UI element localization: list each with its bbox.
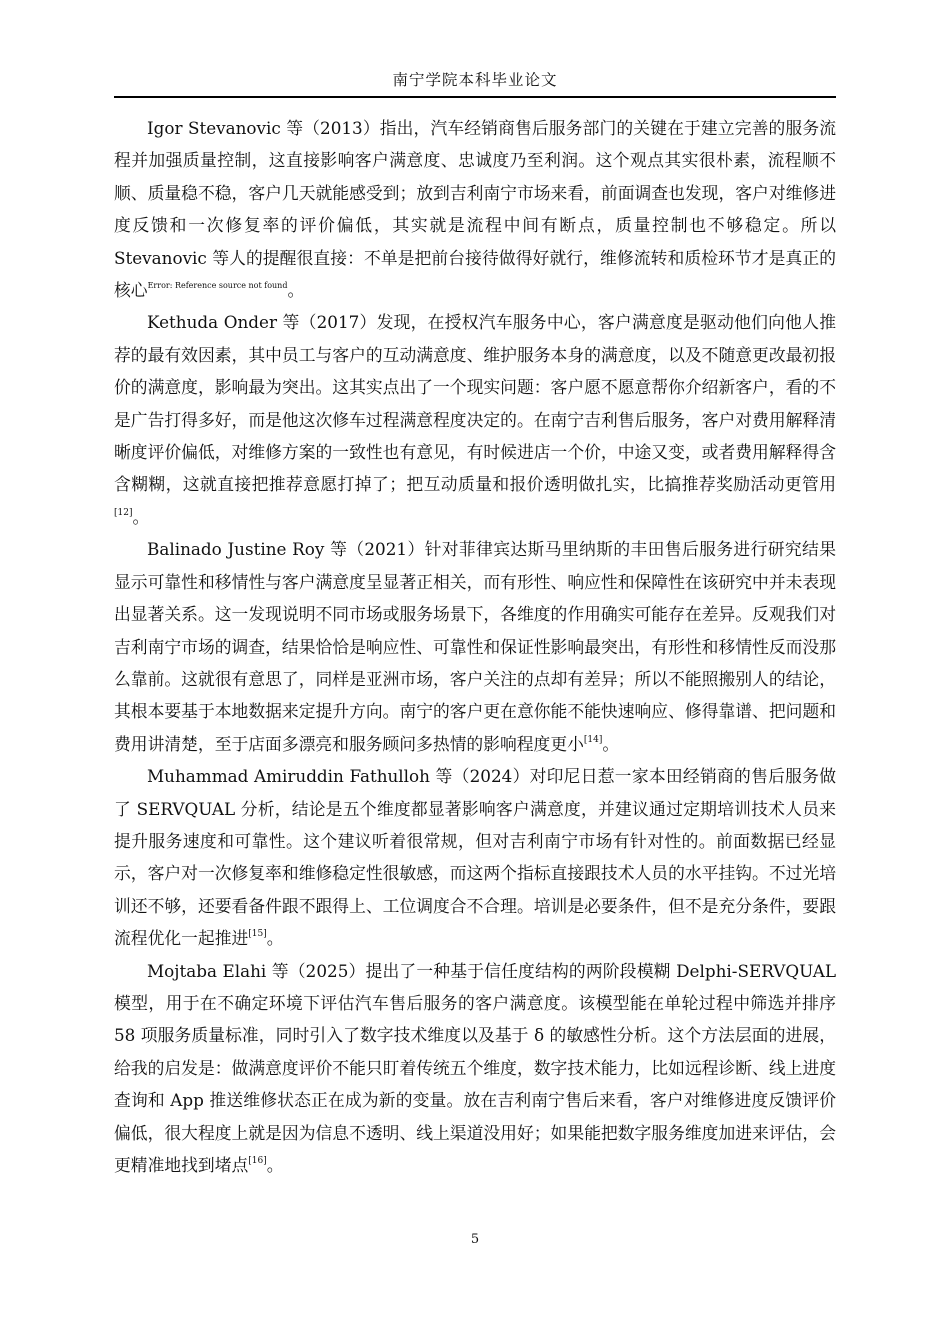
paragraph-text: Balinado Justine Roy 等（2021）针对菲律宾达斯马里纳斯的丰田售后服务进行研究结果显示可靠性和移情性与客户满意度呈显著正相关，而有形性、响应性和保障性在该研究中并未表现出显著关系。这一发现说明不同市场或服务场景下，各维度的作用确实可能存在差异。反观我们对吉利南宁市场的调查，结果恰恰是响应性、可靠性和保证性影响最突出，有形性和移情性反而没那么靠前。这就很有意思了，同样是亚洲市场，客户关注的点却有差异；所以不能照搬别人的结论，其根本要基于本地数据来定提升方向。南宁的客户更在意你能不能快速响应、修得靠谱、把问题和费用讲清楚，至于店面多漂亮和服务顾问多热情的影响程度更小 <box>114 539 836 754</box>
paragraph-end: 。 <box>287 280 305 301</box>
paragraph-end: 。 <box>132 506 150 527</box>
paragraph-elahi <box>114 955 836 1182</box>
citation: [16] <box>248 1156 267 1166</box>
paragraph-fathulloh <box>114 760 836 954</box>
body-text <box>114 112 836 1181</box>
paragraph-end: 。 <box>266 928 284 949</box>
running-header: 南宁学院本科毕业论文 <box>114 68 836 98</box>
page-number: 5 <box>470 1232 480 1247</box>
paragraph-text: Mojtaba Elahi 等（2025）提出了一种基于信任度结构的两阶段模糊 Delphi-SERVQUAL 模型，用于在不确定环境下评估汽车售后服务的客户满意度。该模型能在单轮过程中筛选并排序 58 项服务质量标准，同时引入了数字技术维度以及基于 δ 的敏感性分析。这个方法层面的进展，给我的启发是：做满意度评价不能只盯着传统五个维度，数字技术能力，比如远程诊断、线上进度查询和 App 推送维修状态正在成为新的变量。放在吉利南宁售后来看，客户对维修进度反馈评价偏低，很大程度上就是因为信息不透明、线上渠道没用好；如果能把数字服务维度加进来评估，会更精准地找到堵点 <box>114 960 836 1175</box>
paragraph-stevanovic <box>114 112 836 306</box>
paragraph-balinado <box>114 533 836 760</box>
paragraph-end: 。 <box>602 733 620 754</box>
citation-error: Error: Reference source not found <box>147 281 288 291</box>
citation: [15] <box>248 929 267 940</box>
paragraph-text: Kethuda Onder 等（2017）发现，在授权汽车服务中心，客户满意度是驱动他们向他人推荐的最有效因素，其中员工与客户的互动满意度、维护服务本身的满意度，以及不随意更改最初报价的满意度，影响最为突出。这其实点出了一个现实问题：客户愿不愿意帮你介绍新客户，看的不是广告打得多好，而是他这次修车过程满意程度决定的。在南宁吉利售后服务，客户对费用解释清晰度评价偏低，对维修方案的一致性也有意见，有时候进店一个价，中途又变，或者费用解释得含含糊糊，这就直接把推荐意愿打掉了；把互动质量和报价透明做扎实，比搞推荐奖励活动更管用 <box>114 312 836 495</box>
paragraph-end: 。 <box>266 1155 284 1175</box>
citation: [12] <box>114 507 133 518</box>
paragraph-onder <box>114 306 836 533</box>
citation: [14] <box>583 734 603 745</box>
paragraph-text: Muhammad Amiruddin Fathulloh 等（2024）对印尼日惹一家本田经销商的售后服务做了 SERVQUAL 分析，结论是五个维度都显著影响客户满意度，并建议通过定期培训技术人员来提升服务速度和可靠性。这个建议听着很常规，但对吉利南宁市场有针对性的。前面数据已经显示，客户对一次修复率和维修稳定性很敏感，而这两个指标直接跟技术人员的水平挂钩。不过光培训还不够，还要看备件跟不跟得上、工位调度合不合理。培训是必要条件，但不是充分条件，要跟流程优化一起推进 <box>114 766 836 949</box>
paragraph-text: Igor Stevanovic 等（2013）指出，汽车经销商售后服务部门的关键在于建立完善的服务流程并加强质量控制，这直接影响客户满意度、忠诚度乃至利润。这个观点其实很朴素，流程顺不顺、质量稳不稳，客户几天就能感受到；放到吉利南宁市场来看，前面调查也发现，客户对维修进度反馈和一次修复率的评价偏低，其实就是流程中间有断点，质量控制也不够稳定。所以 Stevanovic 等人的提醒很直接：不单是把前台接待做得好就行，维修流转和质检环节才是真正的核心 <box>114 118 836 301</box>
